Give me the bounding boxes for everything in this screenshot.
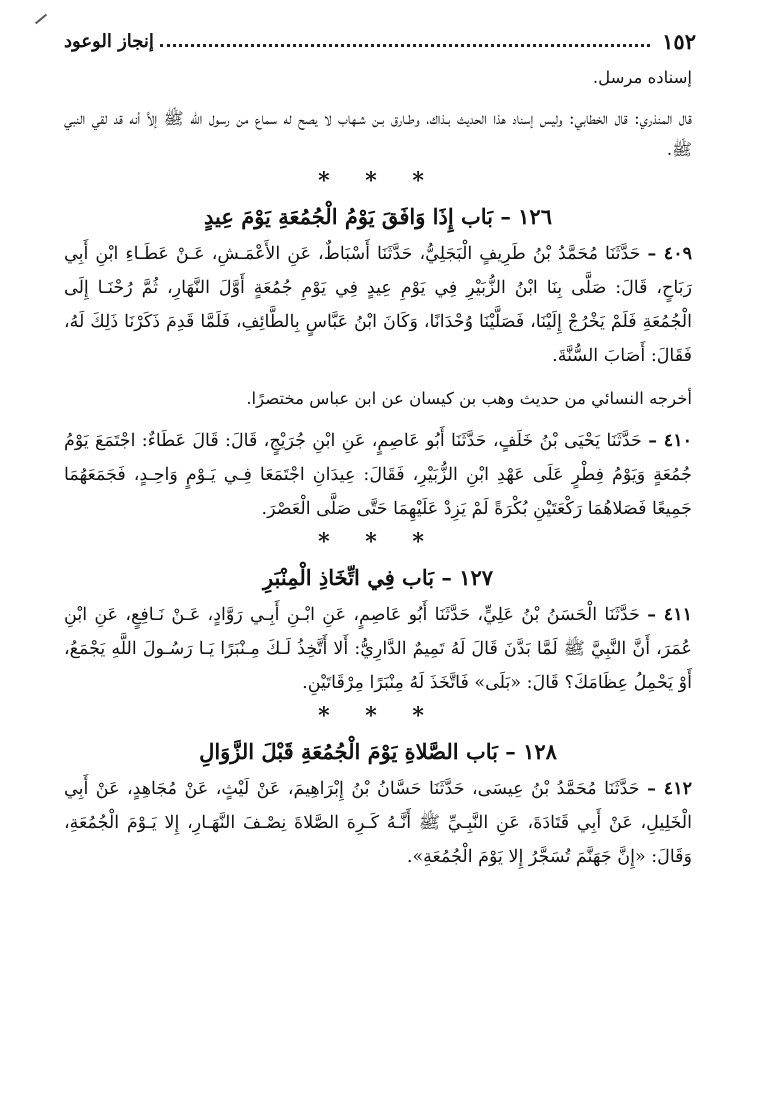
dotted-leader: [160, 44, 650, 47]
hadith-text: حَدَّثَنَا مُحَمَّدُ بْنُ عِيسَى، حَدَّثَنَا حَسَّانُ بْنُ إِبْرَاهِيمَ، عَنْ لَيْثٍ، عَنْ مُجَاهِدٍ، عَنْ أَبِي الْخَلِيلِ، عَنْ أَبِي قَتَادَةَ، عَنِ النَّبِـيِّ ﷺ أَنَّـهُ كَـرِهَ الصَّلاةَ نِصْـفَ النَّهَـارِ، إِلا يَـوْمَ الْجُمُعَةِ، وَقَالَ: «إِنَّ جَهَنَّمَ تُسَجَّرُ إِلا يَوْمَ الْجُمُعَةِ».: [64, 779, 692, 867]
hadith-paragraph: [64, 598, 692, 700]
page-content: [64, 62, 692, 874]
hadith-text: حَدَّثَنَا مُحَمَّدُ بْنُ طَرِيفٍ الْبَجَلِيُّ، حَدَّثَنَا أَسْبَاطٌ، عَنِ الأَعْمَـشِ، عَـنْ عَطَـاءِ ابْنِ أَبِي رَبَاحٍ، قَالَ: صَلَّى بِنَا ابْنُ الزُّبَيْرِ فِي يَوْمِ عِيدٍ فِي يَوْمِ جُمُعَةٍ أَوَّلَ النَّهَارِ، ثُمَّ رُحْنَـا إِلَى الْجُمُعَةِ فَلَمْ يَخْرُجْ إِلَيْنَا، فَصَلَّيْنَا وُحْدَانًا، وَكَانَ ابْنُ عَبَّاسٍ بِالطَّائِفِ، فَلَمَّا قَدِمَ ذَكَرْنَا ذَلِكَ لَهُ، فَقَالَ: أَصَابَ السُّنَّةَ.: [64, 244, 692, 366]
note-paragraph: إسناده مرسل.: [592, 68, 692, 87]
hadith-paragraph: [64, 772, 692, 874]
section-separator: * * *: [318, 168, 438, 194]
hadith-text: حَدَّثَنَا يَحْيَى بْنُ خَلَفٍ، حَدَّثَنَا أَبُو عَاصِمٍ، عَنِ ابْنِ جُرَيْجٍ، قَالَ: قَالَ عَطَاءٌ: اجْتَمَعَ يَوْمُ جُمُعَةٍ وَيَوْمُ فِطْرٍ عَلَى عَهْدِ ابْنِ الزُّبَيْرِ، فَقَالَ: عِيدَانِ اجْتَمَعَا فِـي يَـوْمٍ وَاحِـدٍ، فَجَمَعَهُمَا جَمِيعًا فَصَلاهُمَا رَكْعَتَيْنِ بُكْرَةً لَمْ يَزِدْ عَلَيْهِمَا حَتَّى صَلَّى الْعَصْرَ.: [64, 431, 692, 519]
section-separator: * * *: [318, 703, 438, 729]
chapter-heading: ١٢٨ – بَاب الصَّلاةِ يَوْمَ الْجُمُعَةِ قَبْلَ الزَّوَالِ: [199, 739, 557, 764]
chapter-heading: ١٢٧ – بَاب فِي اتِّخَاذِ الْمِنْبَرِ: [262, 565, 494, 590]
hadith-number: ٤٠٩ –: [647, 244, 692, 264]
hadith-text: حَدَّثَنَا الْحَسَنُ بْنُ عَلِيٍّ، حَدَّثَنَا أَبُو عَاصِمٍ، عَنِ ابْـنِ أَبِـي رَوَّادٍ، عَـنْ نَـافِعٍ، عَنِ ابْنِ عُمَرَ، أَنَّ النَّبِيَّ ﷺ لَمَّا بَدَّنَ قَالَ لَهُ تَمِيمٌ الدَّارِيُّ: أَلا أَتَّخِذُ لَـكَ مِـنْبَرًا يَـا رَسُـولَ اللَّهِ يَجْمَعُ، أَوْ يَحْمِلُ عِظَامَكَ؟ قَالَ: «بَلَى» فَاتَّخَذَ لَهُ مِنْبَرًا مِرْقَاتَيْنِ.: [64, 605, 692, 693]
hadith-paragraph: [64, 237, 692, 373]
note-paragraph: قال المنذري: قال الخطابي: وليس إسناد هذا الحديث بـذاك، وطـارق بـن شـهاب لا يصح له سماع من رسول الله ﷺ إلاَّ أنه قد لقي النبي ﷺ.: [64, 109, 692, 159]
running-title: إنجاز الوعود: [64, 30, 154, 52]
page-number: ١٥٢: [662, 28, 696, 54]
hadith-number: ٤١٢ –: [647, 779, 692, 799]
hadith-paragraph: [64, 424, 692, 526]
section-separator: * * *: [318, 529, 438, 555]
hadith-number: ٤١١ –: [647, 605, 692, 625]
pencil-mark: [35, 14, 47, 25]
chapter-heading: ١٢٦ – بَاب إِذَا وَافَقَ يَوْمُ الْجُمُعَةِ يَوْمَ عِيدٍ: [204, 204, 552, 229]
note-paragraph: أخرجه النسائي من حديث وهب بن كيسان عن ابن عباس مختصرًا.: [246, 389, 692, 408]
hadith-number: ٤١٠ –: [648, 431, 692, 451]
page-header: [64, 26, 696, 56]
